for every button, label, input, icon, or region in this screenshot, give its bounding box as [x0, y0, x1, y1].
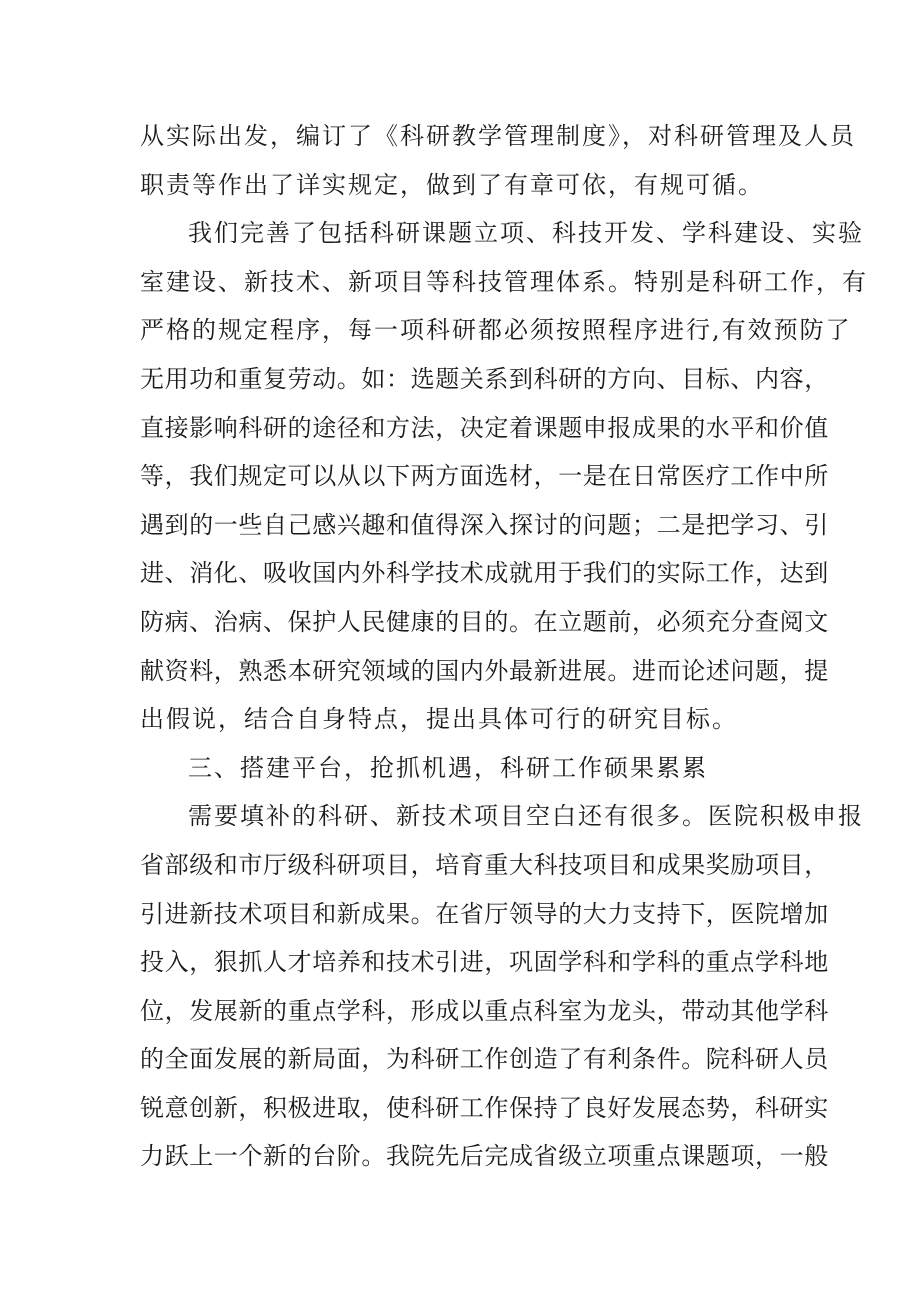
- text-line: 从实际出发，编订了《科研教学管理制度》，对科研管理及人员: [140, 122, 856, 150]
- text-line: 投入，狠抓人才培养和技术引进，巩固学科和学科的重点学科地: [140, 948, 829, 977]
- text-line: 职责等作出了详实规定，做到了有章可依，有规可循。: [140, 170, 764, 199]
- text-line: 室建设、新技术、新项目等科技管理体系。特别是科研工作，有: [140, 267, 868, 296]
- text-line: 锐意创新，积极进取，使科研工作保持了良好发展态势，科研实: [140, 1093, 829, 1122]
- text-line: 无用功和重复劳动。如：选题关系到科研的方向、目标、内容，: [140, 364, 829, 393]
- text-line: 直接影响科研的途径和方法，决定着课题申报成果的水平和价值: [140, 413, 829, 442]
- text-line: 出假说，结合自身特点，提出具体可行的研究目标。: [140, 705, 738, 734]
- text-line: 力跃上一个新的台阶。我院先后完成省级立项重点课题项，一般: [140, 1142, 829, 1171]
- text-line: 严格的规定程序，每一项科研都必须按照程序进行,有效预防了: [140, 316, 852, 345]
- text-line: 引进新技术项目和新成果。在省厅领导的大力支持下，医院增加: [140, 899, 829, 928]
- text-line: 进、消化、吸收国内外科学技术成就用于我们的实际工作，达到: [140, 559, 829, 588]
- text-line: 遇到的一些自己感兴趣和值得深入探讨的问题；二是把学习、引: [140, 510, 829, 539]
- section-heading: 三、搭建平台，抢抓机遇，科研工作硕果累累: [188, 753, 708, 782]
- text-line: 位，发展新的重点学科，形成以重点科室为龙头，带动其他学科: [140, 996, 829, 1025]
- text-line: 防病、治病、保护人民健康的目的。在立题前，必须充分查阅文: [140, 607, 829, 636]
- document-body: [140, 112, 868, 1181]
- paragraph-start-line: 需要填补的科研、新技术项目空白还有很多。医院积极申报: [188, 802, 864, 831]
- paragraph-start-line: 我们完善了包括科研课题立项、科技开发、学科建设、实验: [188, 219, 864, 248]
- text-line: 的全面发展的新局面，为科研工作创造了有利条件。院科研人员: [140, 1045, 829, 1074]
- text-line: 等，我们规定可以从以下两方面选材，一是在日常医疗工作中所: [140, 462, 829, 491]
- text-line: 省部级和市厅级科研项目，培育重大科技项目和成果奖励项目，: [140, 850, 829, 879]
- text-line: 献资料，熟悉本研究领域的国内外最新进展。进而论述问题，提: [140, 656, 829, 685]
